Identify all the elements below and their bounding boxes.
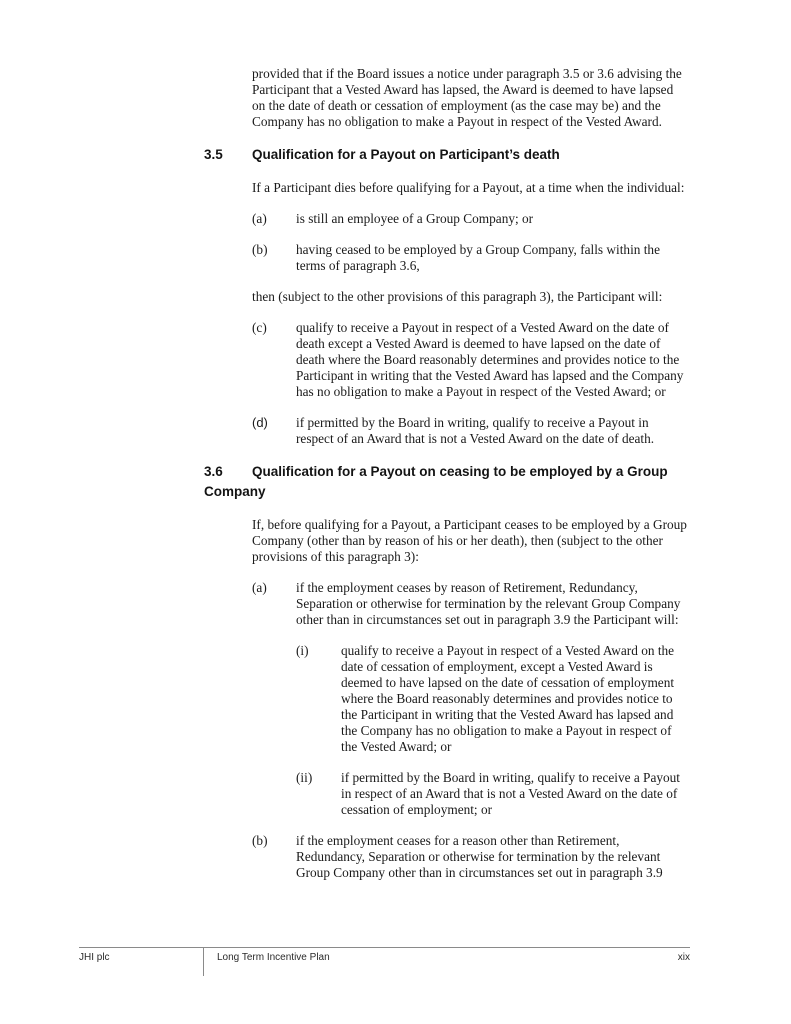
section-3-6-heading bbox=[204, 462, 688, 502]
section-3-5-heading bbox=[204, 145, 688, 165]
sub-list-item-text: qualify to receive a Payout in respect of a Vested Award on the date of cessation of employment, except a Vested Award is deemed to have lapsed on the date of cessation of employment where the Board reasonably determines and provides notice to the Participant in writing that the Vested Award has lapsed and the Company has no obligation to make a Payout in respect of the Vested Award; or bbox=[341, 643, 675, 754]
page-footer bbox=[79, 947, 690, 976]
sub-list-item bbox=[296, 770, 688, 818]
section-3-5-number: 3.5 bbox=[204, 147, 223, 162]
list-item-text: if the employment ceases by reason of Retirement, Redundancy, Separation or otherwise for termination by the relevant Group Company other than in circumstances set out in paragraph 3.9 the Participant will: bbox=[296, 580, 681, 627]
list-item-label: (a) bbox=[252, 211, 267, 226]
list-item bbox=[252, 833, 688, 881]
list-item-text: having ceased to be employed by a Group Company, falls within the terms of paragraph 3.6, bbox=[296, 242, 660, 273]
list-item-label: (c) bbox=[252, 320, 267, 335]
list-item bbox=[252, 242, 688, 274]
section-3-5-title: Qualification for a Payout on Participant’s death bbox=[252, 147, 560, 162]
section-3-6-lead: If, before qualifying for a Payout, a Participant ceases to be employed by a Group Company (other than by reason of his or her death), then (subject to the other provisions of this paragraph 3): bbox=[252, 517, 687, 564]
list-item bbox=[252, 211, 688, 227]
list-item-text: qualify to receive a Payout in respect of a Vested Award on the date of death except a Vested Award is deemed to have lapsed on the date of death where the Board reasonably determines and provides notice to the Participant in writing that the Vested Award has lapsed and the Company has no obligation to make a Payout in respect of the Vested Award; or bbox=[296, 320, 684, 399]
list-item-text: if the employment ceases for a reason other than Retirement, Redundancy, Separation or otherwise for termination by the relevant Group Company other than in circumstances set out in paragraph 3.9 bbox=[296, 833, 663, 880]
footer-page-number: xix bbox=[677, 952, 690, 963]
section-3-5-lead: If a Participant dies before qualifying for a Payout, at a time when the individual: bbox=[252, 180, 685, 195]
list-item bbox=[252, 580, 688, 818]
sub-list-item-text: if permitted by the Board in writing, qualify to receive a Payout in respect of an Award that is not a Vested Award on the date of cessation of employment; or bbox=[341, 770, 680, 817]
section-3-6-title: Qualification for a Payout on ceasing to be employed by a Group Company bbox=[204, 464, 668, 499]
sub-list-item bbox=[296, 643, 688, 755]
section-3-5-bridge: then (subject to the other provisions of this paragraph 3), the Participant will: bbox=[252, 289, 663, 304]
list-item-label: (a) bbox=[252, 580, 267, 595]
list-item-label: (b) bbox=[252, 833, 268, 848]
list-item-text: is still an employee of a Group Company; or bbox=[296, 211, 534, 226]
list-item-with-sublist bbox=[296, 580, 688, 818]
sub-list-item-label: (i) bbox=[296, 643, 309, 658]
list-item-label: (d) bbox=[252, 415, 268, 430]
list-item bbox=[252, 415, 688, 447]
list-item-label: (b) bbox=[252, 242, 268, 257]
section-3-6-number: 3.6 bbox=[204, 464, 223, 479]
footer-document-title: Long Term Incentive Plan bbox=[203, 948, 678, 976]
intro-paragraph: provided that if the Board issues a notice under paragraph 3.5 or 3.6 advising the Participant that a Vested Award has lapsed, the Award is deemed to have lapsed on the date of death or cessation of employment (as the case may be) and the Company has no obligation to make a Payout in respect of the Vested Award. bbox=[252, 66, 682, 129]
footer-company-label: JHI plc bbox=[79, 952, 110, 963]
sub-list-item-label: (ii) bbox=[296, 770, 313, 785]
list-item-text: if permitted by the Board in writing, qualify to receive a Payout in respect of an Award that is not a Vested Award on the date of death. bbox=[296, 415, 655, 446]
document-body bbox=[204, 66, 688, 896]
list-item bbox=[252, 320, 688, 400]
